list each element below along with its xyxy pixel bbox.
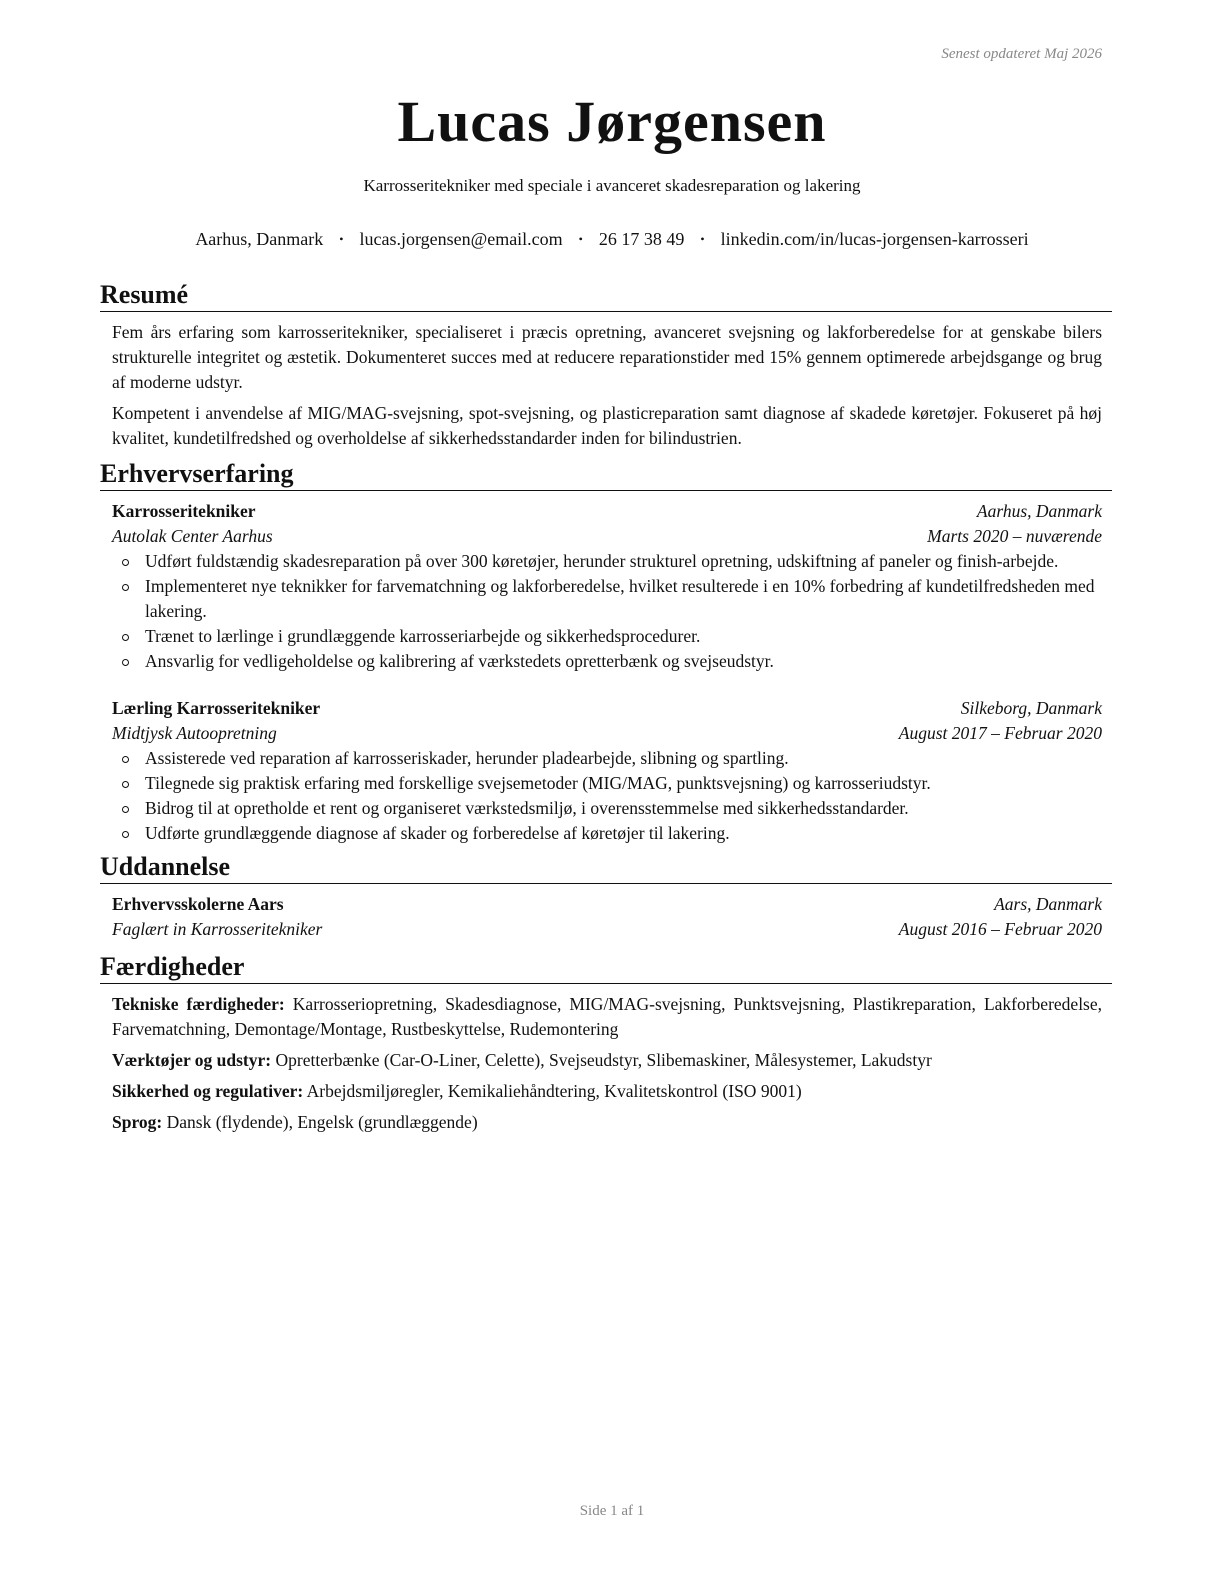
list-item (112, 746, 1102, 771)
page-number: Side 1 af 1 (579, 1503, 645, 1519)
bullet-text: Bidrog til at opretholde et rent og organiseret værkstedsmiljø, i overensstemmelse med sikkerhedsstandarder. (145, 798, 909, 818)
circle-bullet-icon (122, 659, 129, 666)
bullet-separator: • (700, 232, 705, 246)
circle-bullet-icon (122, 584, 129, 591)
circle-bullet-icon (122, 806, 129, 813)
circle-bullet-icon (122, 634, 129, 641)
contact-line (0, 229, 1224, 250)
list-item (112, 574, 1102, 624)
list-item (112, 549, 1102, 574)
section-title-skills: Færdigheder (100, 952, 1112, 984)
skill-text: Dansk (flydende), Engelsk (grundlæggende) (166, 1112, 478, 1132)
last-updated: Senest opdateret Maj 2026 (941, 46, 1102, 62)
job-role: Karrosseritekniker (112, 501, 256, 521)
circle-bullet-icon (122, 559, 129, 566)
bullet-text: Assisterede ved reparation af karrosseriskader, herunder pladearbejde, slibning og spartling. (145, 748, 789, 768)
job-bullets (112, 549, 1102, 674)
skill-text: Karrosseriopretning, Skadesdiagnose, MIG/MAG-svejsning, Punktsvejsning, Plastikreparation, Lakforberedelse, Farvematchning, Demontage/Montage, Rustbeskyttelse, Rudemontering (112, 994, 1103, 1039)
contact-location: Aarhus, Danmark (195, 229, 324, 249)
list-item (112, 771, 1102, 796)
skill-label: Tekniske færdigheder: (112, 994, 285, 1014)
bullet-text: Implementeret nye teknikker for farvematchning og lakforberedelse, hvilket resulterede i en 10% forbedring af kundetilfredsheden med lakering. (145, 576, 1095, 621)
degree: Faglært in Karrosseritekniker (112, 919, 323, 939)
bullet-text: Udført fuldstændig skadesreparation på over 300 køretøjer, herunder strukturel opretning, udskiftning af paneler og finish-arbejde. (145, 551, 1059, 571)
education-section (100, 852, 1112, 942)
section-title-summary: Resumé (100, 280, 1112, 312)
tagline: Karrosseritekniker med speciale i avanceret skadesreparation og lakering (363, 176, 861, 195)
job-entry (112, 696, 1102, 846)
skill-text: Opretterbænke (Car-O-Liner, Celette), Svejseudstyr, Slibemaskiner, Målesystemer, Lakudstyr (275, 1050, 932, 1070)
skill-label: Værktøjer og udstyr: (112, 1050, 272, 1070)
section-title-education: Uddannelse (100, 852, 1112, 884)
job-company: Midtjysk Autoopretning (112, 723, 277, 743)
summary-paragraph: Kompetent i anvendelse af MIG/MAG-svejsning, spot-svejsning, og plasticreparation samt diagnose af skadede køretøjer. Fokuseret på høj kvalitet, kundetilfredshed og overholdelse af sikkerhedsstandarder inden for bilindustrien. (112, 403, 1102, 448)
circle-bullet-icon (122, 781, 129, 788)
job-company: Autolak Center Aarhus (112, 526, 273, 546)
list-item (112, 821, 1102, 846)
job-dates: Marts 2020 – nuværende (927, 526, 1102, 546)
circle-bullet-icon (122, 756, 129, 763)
job-location: Silkeborg, Danmark (960, 698, 1102, 718)
bullet-text: Tilegnede sig praktisk erfaring med forskellige svejsemetoder (MIG/MAG, punktsvejsning) og karrosseriudstyr. (145, 773, 931, 793)
contact-email[interactable]: lucas.jorgensen@email.com (359, 229, 563, 249)
education-dates: August 2016 – Februar 2020 (898, 919, 1102, 939)
school-name: Erhvervsskolerne Aars (112, 894, 284, 914)
job-bullets (112, 746, 1102, 846)
school-location: Aars, Danmark (994, 894, 1102, 914)
candidate-name: Lucas Jørgensen (397, 89, 827, 154)
summary-section (100, 280, 1112, 451)
list-item (112, 796, 1102, 821)
circle-bullet-icon (122, 831, 129, 838)
skill-group (112, 1079, 1102, 1104)
bullet-text: Udførte grundlæggende diagnose af skader og forberedelse af køretøjer til lakering. (145, 823, 730, 843)
bullet-text: Ansvarlig for vedligeholdelse og kalibrering af værkstedets opretterbænk og svejseudstyr. (145, 651, 774, 671)
skill-text: Arbejdsmiljøregler, Kemikaliehåndtering, Kvalitetskontrol (ISO 9001) (306, 1081, 802, 1101)
bullet-separator: • (339, 232, 344, 246)
contact-phone: 26 17 38 49 (598, 229, 685, 249)
resume-content (100, 280, 1112, 1141)
bullet-text: Trænet to lærlinge i grundlæggende karrosseriarbejde og sikkerhedsprocedurer. (145, 626, 701, 646)
bullet-separator: • (578, 232, 583, 246)
job-role: Lærling Karrosseritekniker (112, 698, 321, 718)
skill-label: Sikkerhed og regulativer: (112, 1081, 304, 1101)
experience-section (100, 459, 1112, 846)
skill-group (112, 1110, 1102, 1135)
skills-section (100, 952, 1112, 1135)
list-item (112, 624, 1102, 649)
section-title-experience: Erhvervserfaring (100, 459, 1112, 491)
job-dates: August 2017 – Februar 2020 (898, 723, 1102, 743)
summary-paragraph: Fem års erfaring som karrosseritekniker, specialiseret i præcis opretning, avanceret svejsning og lakforberedelse for at genskabe bilers strukturelle integritet og æstetik. Dokumenteret succes med at reducere reparationstider med 15% gennem optimerede arbejdsgange og brug af moderne udstyr. (112, 322, 1102, 392)
contact-linkedin[interactable]: linkedin.com/in/lucas-jorgensen-karrosseri (720, 229, 1029, 249)
job-entry (112, 499, 1102, 674)
list-item (112, 649, 1102, 674)
skill-group (112, 992, 1102, 1042)
skill-label: Sprog: (112, 1112, 163, 1132)
education-entry (112, 892, 1102, 942)
skill-group (112, 1048, 1102, 1073)
job-location: Aarhus, Danmark (976, 501, 1102, 521)
